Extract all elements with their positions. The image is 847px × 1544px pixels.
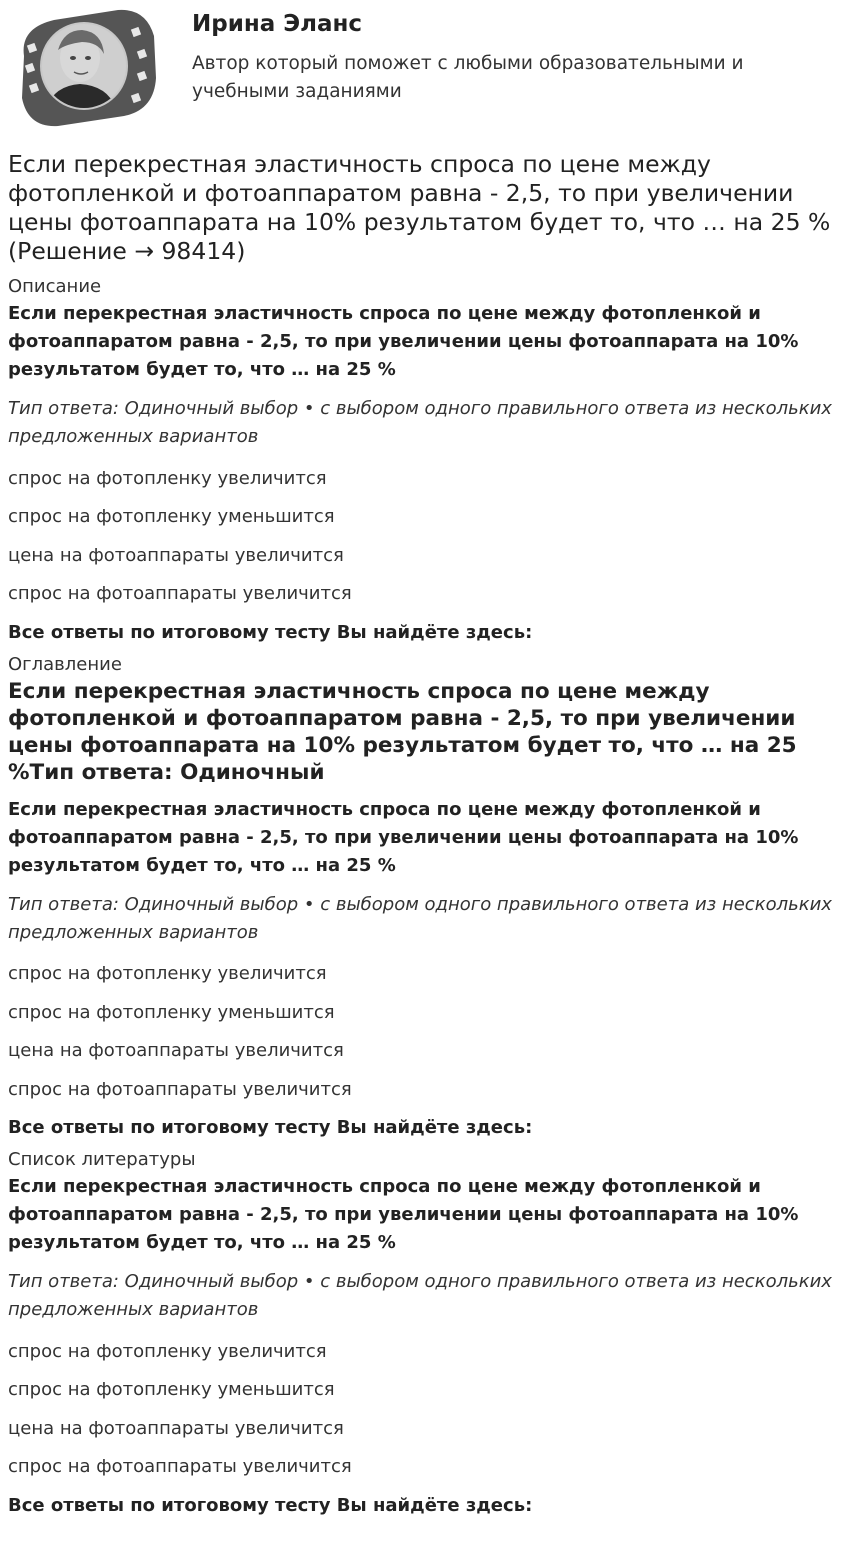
avatar-photo-icon	[14, 6, 160, 128]
section-label-toc: Оглавление	[8, 653, 122, 675]
question-text: Если перекрестная эластичность спроса по цене между фотопленкой и фотоаппаратом равна - 2,5, то при увеличении цены фотоаппарата на 10% результатом будет то, что … на 25 %	[8, 303, 799, 380]
author-name[interactable]: Ирина Эланс	[192, 11, 363, 37]
answer-option: спрос на фотопленку уменьшится	[8, 1001, 335, 1023]
answer-option: спрос на фотопленку уменьшится	[8, 506, 335, 527]
toc-heading: Если перекрестная эластичность спроса по цене между фотопленкой и фотоаппаратом равна - 2,5, то при увеличении цены фотоаппарата на 10% результатом будет то, что … на 25 %Тип ответа: Одиночный	[8, 678, 797, 785]
all-answers-text: Все ответы по итоговому тесту Вы найдёте здесь:	[8, 1117, 533, 1138]
answer-option: спрос на фотопленку увеличится	[8, 1340, 327, 1362]
answer-type: Тип ответа: Одиночный выбор • с выбором одного правильного ответа из нескольких предложенных вариантов	[8, 1271, 832, 1320]
answer-type: Тип ответа: Одиночный выбор • с выбором одного правильного ответа из нескольких предложенных вариантов	[8, 398, 832, 447]
author-description: Автор который поможет с любыми образовательными и учебными заданиями	[192, 53, 744, 102]
answer-option: спрос на фотоаппараты увеличится	[8, 1456, 352, 1477]
all-answers-text: Все ответы по итоговому тесту Вы найдёте здесь:	[8, 1494, 533, 1516]
answer-option: спрос на фотопленку увеличится	[8, 467, 327, 489]
page-title: Если перекрестная эластичность спроса по цене между фотопленкой и фотоаппаратом равна - 2,5, то при увеличении цены фотоаппарата на 10% результатом будет то, что … на 25 % (Решение → 98414)	[8, 150, 831, 265]
answer-option: спрос на фотоаппараты увеличится	[8, 1078, 352, 1100]
all-answers-text: Все ответы по итоговому тесту Вы найдёте здесь:	[8, 621, 533, 643]
answer-option: цена на фотоаппараты увеличится	[8, 1417, 344, 1439]
answer-option: спрос на фотопленку уменьшится	[8, 1379, 335, 1400]
author-card	[8, 0, 839, 140]
answer-option: спрос на фотоаппараты увеличится	[8, 583, 352, 604]
answer-type: Тип ответа: Одиночный выбор • с выбором одного правильного ответа из нескольких предложенных вариантов	[8, 893, 832, 943]
section-label-description: Описание	[8, 276, 102, 297]
toc-section	[8, 654, 839, 1140]
answer-option: цена на фотоаппараты увеличится	[8, 544, 344, 566]
answer-option: спрос на фотопленку увеличится	[8, 963, 327, 984]
avatar[interactable]	[14, 6, 160, 128]
answer-option: цена на фотоаппараты увеличится	[8, 1040, 344, 1061]
question-text: Если перекрестная эластичность спроса по цене между фотопленкой и фотоаппаратом равна - 2,5, то при увеличении цены фотоаппарата на 10% результатом будет то, что … на 25 %	[8, 1176, 799, 1253]
literature-section	[8, 1149, 839, 1517]
description-section	[8, 276, 839, 644]
question-text: Если перекрестная эластичность спроса по цене между фотопленкой и фотоаппаратом равна - 2,5, то при увеличении цены фотоаппарата на 10% результатом будет то, что … на 25 %	[8, 798, 799, 876]
section-label-literature: Список литературы	[8, 1149, 196, 1170]
